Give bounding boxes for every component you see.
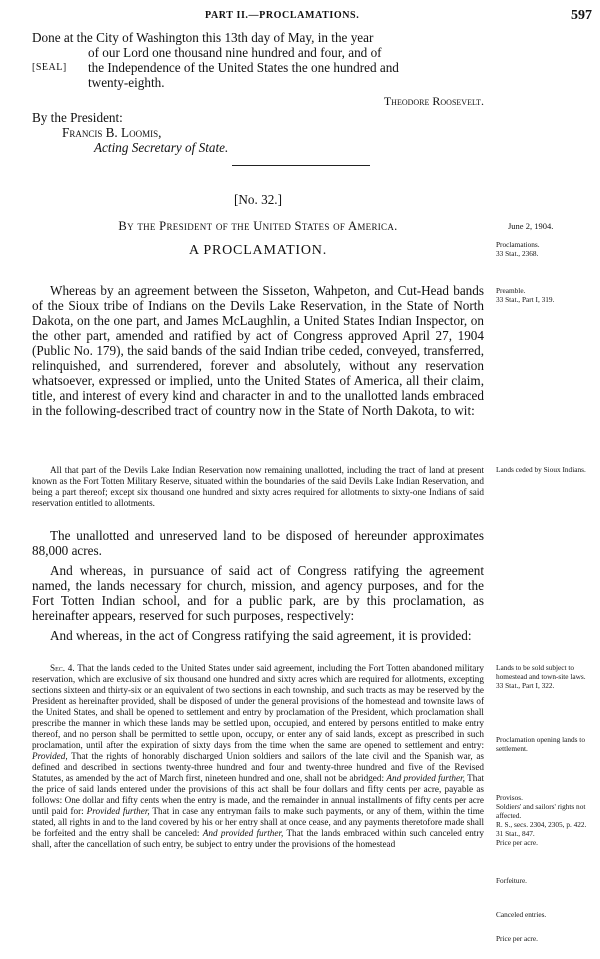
running-header (0, 10, 600, 26)
section-4-part-4: That in case any entryman fails to make such payments, or any of them, within the time stated, all rights in and to the land covered by his or her entry shall at once cease, and any payments theretofore made shall be forfeited and the entry shall be canceled: (32, 806, 485, 838)
sidenote-date (492, 222, 596, 231)
whereas-1 (32, 283, 484, 418)
sidenote-proclamations-ref: 33 Stat., 2368. (496, 249, 539, 258)
whereas-2-text: And whereas, in pursuance of said act of Congress ratifying the agreement named, the lands necessary for church, mission, and agency purposes, and for the Fort Totten Indian school, and for a public park, are by this proclamation, as hereinafter appears, reserved for such purposes, respectively: (32, 563, 484, 623)
sidenote-forfeiture-text: Forfeiture. (496, 876, 528, 885)
whereas-2 (32, 563, 484, 623)
sidenote-lands-ceded (492, 465, 596, 474)
proviso-3: Provided further, (86, 806, 150, 816)
signer-name: Theodore Roosevelt. (383, 94, 484, 108)
countersign-block (32, 110, 484, 155)
whereas-1-text: Whereas by an agreement between the Sisseton, Wahpeton, and Cut-Head bands of the Sioux tribe of Indians on the Devils Lake Reservation, in the State of North Dakota, on the one part, and James McLaughlin, a United States Indian Inspector, on the other part, amended and ratified by act of Congress approved April 27, 1904 (Public No. 179), the said bands of the said Indian tribe ceded, conveyed, transferred, relinquished, and surrendered, forever and absolutely, without any reservation whatsoever, expressed or implied, unto the United States of America, all their claim, title, and interest of every kind and character in and to the unallotted lands embraced in the following-described tract of country now in the State of North Dakota, to wit: (32, 283, 484, 418)
sidenote-proclamations (492, 240, 596, 258)
proclamation-number-text: [No. 32.] (234, 192, 282, 207)
sidenote-price-text: Price per acre. (496, 838, 538, 847)
done-line-1: Done at the City of Washington this 13th day of May, in the year (32, 30, 374, 45)
by-president: By the President: (32, 110, 123, 125)
page-number: 597 (571, 8, 592, 23)
sidenote-lands-sold (492, 663, 596, 690)
whereas-3 (32, 628, 484, 643)
section-4 (32, 663, 484, 850)
header-title: PART II.—PROCLAMATIONS. (205, 10, 360, 21)
done-line-2: of our Lord one thousand nine hundred and four, and of (88, 45, 382, 60)
section-4-text (32, 663, 484, 850)
sidenote-soldiers-ref-2: 31 Stat., 847. (496, 829, 535, 838)
sidenote-provisos-text: Provisos. (496, 793, 523, 802)
proclamation-number (32, 192, 484, 207)
proviso-4: And provided further, (202, 828, 284, 838)
proviso-1: Provided, (32, 751, 68, 761)
sidenote-lands-sold-ref: 33 Stat., Part I, 322. (496, 681, 555, 690)
secretary-name: Francis B. Loomis, (62, 125, 162, 140)
sidenote-opening (492, 735, 596, 753)
secretary-title: Acting Secretary of State. (94, 140, 229, 155)
sidenote-soldiers-text: Soldiers' and sailors' rights not affected. (496, 802, 586, 820)
unallotted-text: The unallotted and unreserved land to be disposed of hereunder approximates 88,000 acres. (32, 528, 484, 558)
by-line-text: By the President of the United States of America. (118, 219, 398, 233)
done-clause (32, 30, 484, 90)
sidenote-canceled (492, 910, 596, 919)
unallotted-paragraph (32, 528, 484, 558)
done-line-4: twenty-eighth. (88, 75, 165, 90)
sidenote-soldiers-ref-1: R. S., secs. 2304, 2305, p. 422. (496, 820, 587, 829)
proclamation-heading-text: A PROCLAMATION. (188, 243, 327, 258)
sidenote-preamble-text: Preamble. (496, 286, 526, 295)
sidenote-canceled-text: Canceled entries. (496, 910, 547, 919)
section-4-part-1: That the lands ceded to the United States under said agreement, including the Fort Totten abandoned military reservation, which are exclusive of six thousand one hundred and sixty acres which are required for allotments, excepting sections sixteen and thirty-six or an equivalent of two sections in each township, and such tracts as may be reserved by the President as hereinafter provided, shall be disposed of under the general provisions of the homestead and townsite laws of the United States, and shall be opened to settlement and entry by proclamation of the President, which proclamation shall prescribe the manner in which these lands may be settled upon, occupied, and entered by persons entitled to make entry thereof, and no person shall be permitted to settle upon, occupy, or enter any of said lands, except as prescribed in such proclamation, until after the expiration of sixty days from the time when the same are opened to settlement and entry: (32, 663, 484, 750)
signature-block (32, 94, 484, 109)
tract-description (32, 465, 484, 509)
divider-rule (232, 165, 370, 166)
proclamation-heading (32, 243, 484, 259)
sidenote-forfeiture (492, 876, 596, 885)
seal-mark: [SEAL] (32, 62, 67, 73)
sidenote-date-text: June 2, 1904. (508, 221, 554, 231)
sidenote-opening-text: Proclamation opening lands to settlement. (496, 735, 585, 753)
sidenote-lands-sold-text: Lands to be sold subject to homestead and town-site laws. (496, 663, 586, 681)
sidenote-proclamations-text: Proclamations. (496, 240, 540, 249)
section-4-label: Sec. 4. (50, 663, 75, 673)
whereas-3-text: And whereas, in the act of Congress ratifying the said agreement, it is provided: (50, 628, 472, 643)
sidenote-provisos (492, 793, 596, 847)
section-4-part-3: That the price of said lands entered under the provisions of this act shall be four dollars and fifty cents per acre, payable as follows: One dollar and fifty cents when the entry is made, and the remainder in annual installments of fifty cents per acre until paid for: (32, 773, 484, 816)
by-line (32, 219, 484, 234)
proviso-2: And provided further, (386, 773, 465, 783)
sidenote-price-2-text: Price per acre. (496, 934, 538, 943)
sidenote-preamble (492, 286, 596, 304)
section-4-part-5: That the lands embraced within such canceled entry shall, after the cancellation of such entry, be subject to entry under the provisions of the homestead (32, 828, 485, 849)
sidenote-preamble-ref: 33 Stat., Part I, 319. (496, 295, 555, 304)
tract-text: All that part of the Devils Lake Indian Reservation now remaining unallotted, including the tract of land at present known as the Fort Totten Military Reserve, situated within the boundaries of the said Devils Lake Indian Reservation, and being a part thereof; except six thousand one hundred and sixty acres required for allotments to sixty-one Indians of said reservation entitled to allotments. (32, 465, 484, 508)
sidenote-price-2 (492, 934, 596, 943)
section-4-part-2: That the rights of honorably discharged Union soldiers and sailors of the late civil and the Spanish war, as defined and described in sections twenty-three hundred and four and twenty-three hundred and five of the Revised Statutes, as amended by the act of March first, nineteen hundred and one, shall not be abridged: (32, 751, 485, 783)
sidenote-lands-ceded-text: Lands ceded by Sioux Indians. (496, 465, 586, 474)
done-line-3: the Independence of the United States the one hundred and (88, 60, 399, 75)
